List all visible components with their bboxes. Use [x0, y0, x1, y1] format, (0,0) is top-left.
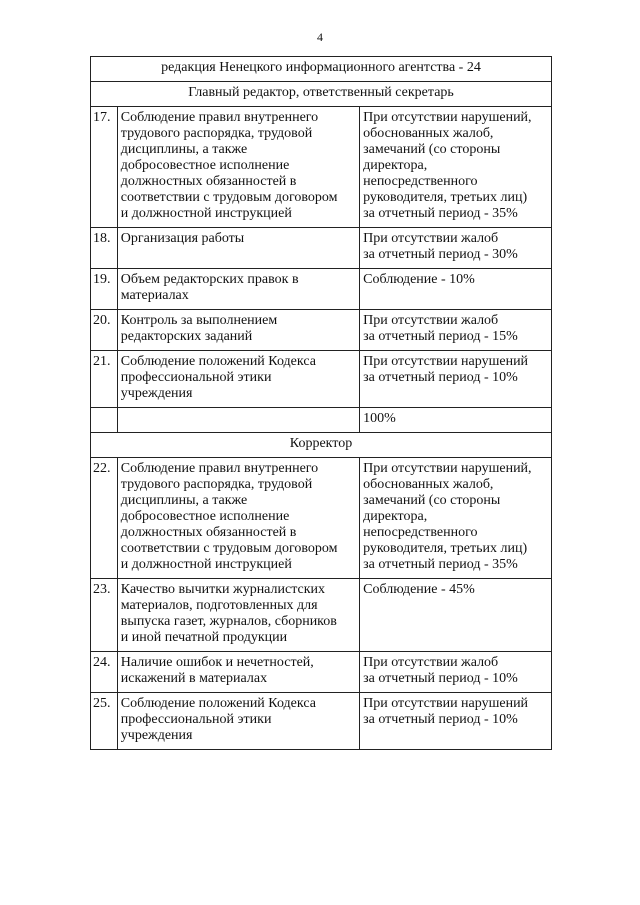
section-header-row — [91, 82, 552, 107]
criterion-cell: Наличие ошибок и нечетностей, искажений в материалах — [117, 652, 359, 693]
condition-cell: При отсутствии нарушений, обоснованных жалоб, замечаний (со стороны директора, непосредственного руководителя, третьих лиц) за отчетный период - 35% — [360, 458, 552, 579]
criterion-cell: Соблюдение положений Кодекса профессиональной этики учреждения — [117, 351, 359, 408]
criterion-cell: Соблюдение правил внутреннего трудового распорядка, трудовой дисциплины, а также добросовестное исполнение должностных обязанностей в соответствии с трудовым договором и должностной инструкцией — [117, 107, 359, 228]
section-header-row — [91, 57, 552, 82]
criterion-cell: Соблюдение правил внутреннего трудового распорядка, трудовой дисциплины, а также добросовестное исполнение должностных обязанностей в соответствии с трудовым договором и должностной инструкцией — [117, 458, 359, 579]
condition-cell: При отсутствии жалоб за отчетный период - 10% — [360, 652, 552, 693]
condition-cell: Соблюдение - 45% — [360, 579, 552, 652]
table-row — [91, 693, 552, 750]
row-number: 23. — [91, 579, 118, 652]
row-number: 22. — [91, 458, 118, 579]
row-number: 24. — [91, 652, 118, 693]
section-title: Главный редактор, ответственный секретарь — [91, 82, 552, 107]
condition-cell: При отсутствии жалоб за отчетный период - 30% — [360, 228, 552, 269]
condition-cell: 100% — [360, 408, 552, 433]
row-number: 20. — [91, 310, 118, 351]
condition-cell: При отсутствии жалоб за отчетный период - 15% — [360, 310, 552, 351]
criterion-cell — [117, 408, 359, 433]
criterion-cell: Соблюдение положений Кодекса профессиональной этики учреждения — [117, 693, 359, 750]
row-number — [91, 408, 118, 433]
row-number: 18. — [91, 228, 118, 269]
table-row — [91, 107, 552, 228]
row-number: 25. — [91, 693, 118, 750]
table-row — [91, 351, 552, 408]
criterion-cell: Контроль за выполнением редакторских заданий — [117, 310, 359, 351]
section-title: редакция Ненецкого информационного агентства - 24 — [91, 57, 552, 82]
section-title: Корректор — [91, 433, 552, 458]
condition-cell: При отсутствии нарушений за отчетный период - 10% — [360, 351, 552, 408]
criteria-table-body — [91, 57, 552, 750]
table-row — [91, 652, 552, 693]
criterion-cell: Качество вычитки журналистских материалов, подготовленных для выпуска газет, журналов, сборников и иной печатной продукции — [117, 579, 359, 652]
table-row — [91, 458, 552, 579]
page-number: 4 — [317, 30, 323, 44]
row-number: 19. — [91, 269, 118, 310]
section-header-row — [91, 433, 552, 458]
criterion-cell: Организация работы — [117, 228, 359, 269]
row-number: 21. — [91, 351, 118, 408]
table-row — [91, 579, 552, 652]
table-row — [91, 408, 552, 433]
table-row — [91, 228, 552, 269]
condition-cell: При отсутствии нарушений за отчетный период - 10% — [360, 693, 552, 750]
criteria-table — [90, 56, 552, 750]
table-row — [91, 269, 552, 310]
row-number: 17. — [91, 107, 118, 228]
criterion-cell: Объем редакторских правок в материалах — [117, 269, 359, 310]
condition-cell: При отсутствии нарушений, обоснованных жалоб, замечаний (со стороны директора, непосредственного руководителя, третьих лиц) за отчетный период - 35% — [360, 107, 552, 228]
table-row — [91, 310, 552, 351]
condition-cell: Соблюдение - 10% — [360, 269, 552, 310]
